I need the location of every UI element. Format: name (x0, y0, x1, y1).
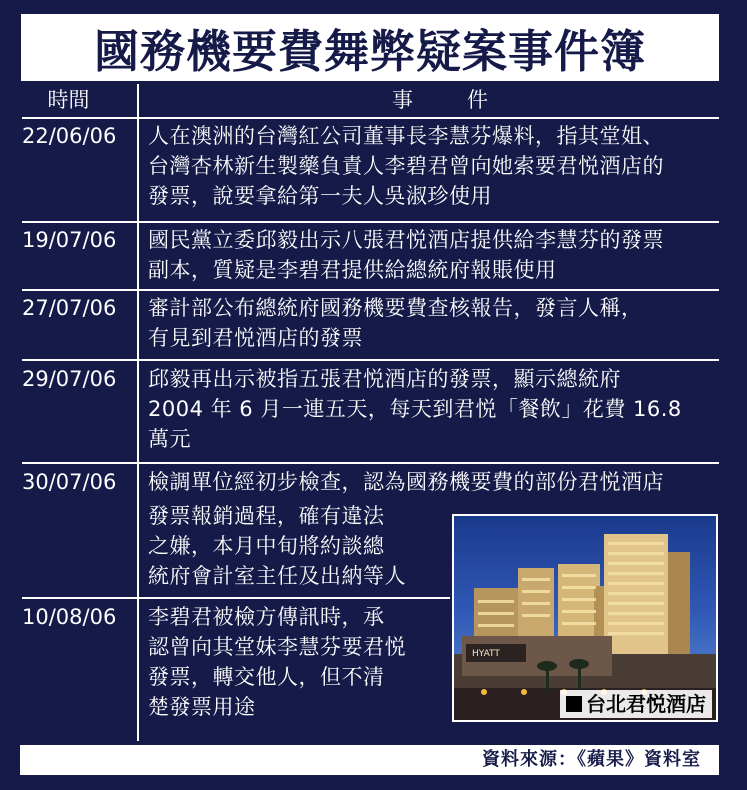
row-date: 22/06/06 (22, 124, 117, 148)
row-event-first-line: 檢調單位經初步檢查，認為國務機要費的部份君悦酒店 (148, 470, 664, 494)
row-date: 19/07/06 (22, 228, 117, 252)
hotel-photo (452, 514, 718, 722)
row-divider (22, 289, 719, 291)
row-event-rest: 發票報銷過程，確有違法 之嫌，本月中旬將約談總 統府會計室主任及出納等人 (148, 504, 406, 588)
photo-caption-text: 台北君悦酒店 (586, 692, 706, 716)
photo-caption (560, 690, 712, 718)
hyatt-sign: HYATT (472, 649, 500, 659)
row-event: 邱毅再出示被指五張君悦酒店的發票，顯示總統府 2004 年 6 月一連五天，每天到君悦「餐飲」花費 16.8 萬元 (148, 367, 682, 451)
row-divider (22, 117, 719, 119)
caption-square-icon (566, 696, 582, 712)
header-event: 事件 (392, 88, 542, 112)
source-text: 資料來源：《蘋果》資料室 (482, 749, 701, 770)
row-event: 李碧君被檢方傳訊時，承 認曾向其堂妹李慧芬要君悦 發票，轉交他人，但不清 楚發票用途 (148, 605, 406, 719)
source-footer (20, 745, 719, 775)
building-main-side (668, 552, 690, 664)
row-event: 國民黨立委邱毅出示八張君悦酒店提供給李慧芬的發票 副本，質疑是李碧君提供給總統府報賬使用 (148, 228, 664, 282)
row-date: 27/07/06 (22, 296, 117, 320)
page-title: 國務機要費舞弊疑案事件簿 (93, 25, 646, 78)
row-date: 30/07/06 (22, 470, 117, 494)
header-date: 時間 (47, 88, 90, 112)
table-header (0, 84, 747, 116)
row-event: 人在澳洲的台灣紅公司董事長李慧芬爆料，指其堂姐、 台灣杏林新生製藥負責人李碧君曾向她索要君悦酒店的 發票，說要拿給第一夫人吳淑珍使用 (148, 124, 664, 208)
row-event: 審計部公布總統府國務機要費查核報告，發言人稱， 有見到君悦酒店的發票 (148, 296, 643, 350)
row-divider (22, 221, 719, 223)
title-banner (21, 14, 719, 81)
row-divider (22, 462, 719, 464)
row-divider (22, 359, 719, 361)
column-divider (137, 84, 139, 741)
row-date: 10/08/06 (22, 605, 117, 629)
row-divider (22, 597, 450, 599)
row-date: 29/07/06 (22, 367, 117, 391)
